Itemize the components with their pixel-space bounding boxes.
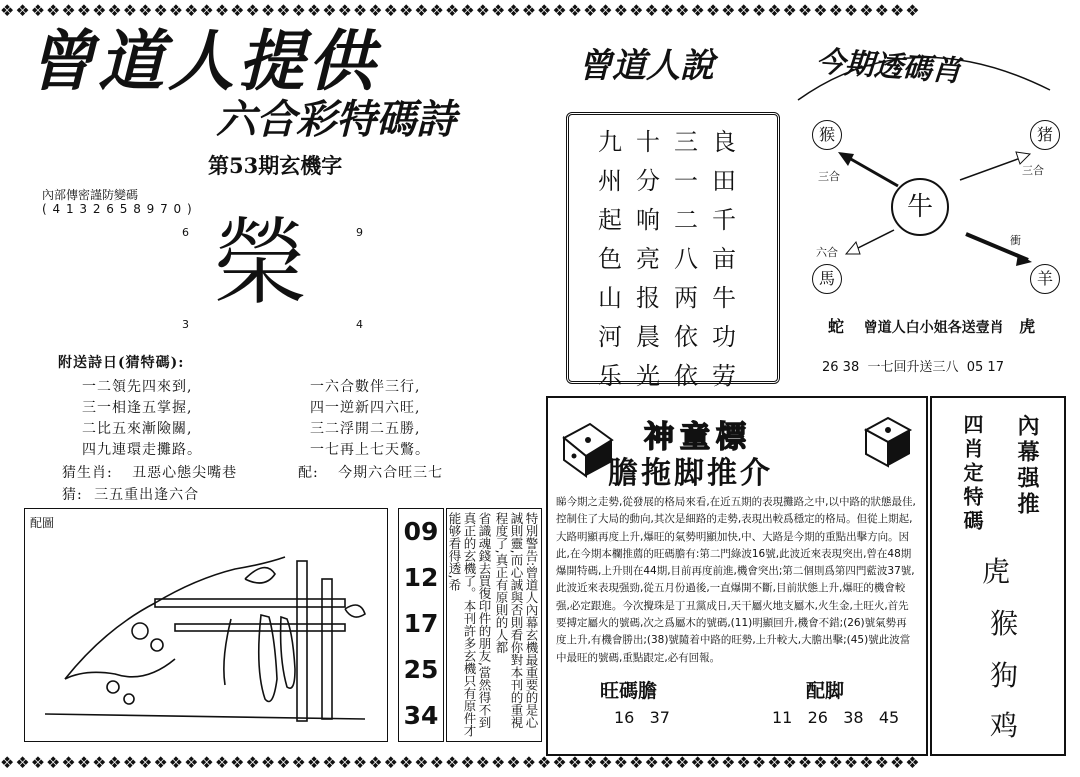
poem-line: 一六合數伴三行, <box>310 379 421 395</box>
sayings-grid <box>591 123 777 396</box>
guess-zodiac-row <box>62 462 237 482</box>
guess-text: 丑惡心態尖嘴巷 <box>132 465 238 481</box>
saying-char: 牛 <box>712 284 736 312</box>
pei-numbers: 11 26 38 45 <box>772 708 900 727</box>
extra-guess-row <box>62 484 199 504</box>
zodiac-pick: 虎 <box>982 555 1011 588</box>
poem-title: 附送詩日(猜特碼): <box>58 355 185 371</box>
saying-char: 千 <box>712 206 736 234</box>
saying-char: 报 <box>636 284 660 312</box>
zodiac-footer-mid: 曾道人白小姐各送壹肖 <box>863 320 1004 336</box>
saying-char: 色 <box>598 245 622 273</box>
saying-char: 十 <box>636 128 660 156</box>
zodiac-relation-label: 衝 <box>1010 234 1021 247</box>
panel-heading-col: 內幕强推 <box>1014 414 1040 518</box>
saying-char: 九 <box>598 128 622 156</box>
poem-line: 二比五來漸險關, <box>82 421 193 437</box>
saying-char: 劳 <box>712 362 736 390</box>
dice-icon <box>858 412 918 472</box>
saying-char: 两 <box>674 284 698 312</box>
corner-num-bl: 3 <box>182 318 189 331</box>
match-text: 今期六合旺三七 <box>338 465 444 481</box>
zodiac-node: 猴 <box>812 120 842 150</box>
saying-char: 分 <box>636 167 660 195</box>
sayings-title: 曾道人說 <box>578 46 714 86</box>
notice-col: 特別警告:曾道人內幕玄機最重要的是心誠則靈,而心誠與否則看你對本刊的重視程度了,真正有原則的人都 <box>494 512 539 729</box>
zodiac-pick: 狗 <box>990 659 1019 692</box>
top-border: ❖❖❖❖❖❖❖❖❖❖❖❖❖❖❖❖❖❖❖❖❖❖❖❖❖❖❖❖❖❖❖❖❖❖❖❖❖❖❖❖❖❖❖❖❖❖❖❖❖❖❖❖❖❖❖❖❖❖❖❖ <box>0 1 921 20</box>
saying-char: 一 <box>674 167 698 195</box>
number-cell: 09 <box>403 517 439 546</box>
poem-line: 三二浮開二五勝, <box>310 421 421 437</box>
poem-left-column <box>82 376 202 460</box>
main-title: 曾道人提供 <box>28 23 378 100</box>
secret-code: ( 4 1 3 2 6 5 8 9 7 0 ) <box>42 202 193 216</box>
pei-label: 配脚 <box>806 680 845 702</box>
saying-char: 响 <box>636 206 660 234</box>
zodiac-arc-title: 今期透碼肖 <box>814 43 962 89</box>
picture-box <box>24 508 388 742</box>
saying-char: 功 <box>712 323 736 351</box>
analysis-body: 睇今期之走勢,從發展的格局來看,在近五期的表現攤路之中,以中路的狀態最佳,控制住了大局的動向,其次是細路的走勢,表現出較爲穩定的格局。但從上期起,大路明顯再度上升,爆旺的氣勢明顯加快,中、大路是今期的重點出擊方向。因此,在今期本欄推薦的旺碼膽有:第二門綠波16號,此波近來表現突出,曾在48期爆開特碼,上升則在44期,目前再度前進,機會突出;第二個則爲第四門藍波37號,此波近來表現强勁,從五月份過後,一直爆開不斷,目前狀態上升,爆旺的機會較强,必定跟進。今次攪珠是丁丑黨成日,天干屬火地支屬木,火生金,土旺火,首先要搏定屬火的號碼,次之爲屬木的號碼,(11)明顯回升,機會不錯;(26)號氣勢再度上升,有機會勝出;(38)號隨着中路的旺勢,上升較大,大膽出擊;(45)號此波當中最旺的號碼,重點跟定,必有回報。 <box>556 496 916 664</box>
saying-char: 晨 <box>636 323 660 351</box>
saying-char: 起 <box>598 206 622 234</box>
zodiac-relation-label: 六合 <box>816 246 838 259</box>
number-cell: 34 <box>403 701 439 730</box>
saying-char: 依 <box>674 362 698 390</box>
saying-char: 八 <box>674 245 698 273</box>
zodiac-relation-label: 三合 <box>1022 164 1044 177</box>
poem-line: 一七再上七天鷩。 <box>310 442 430 458</box>
sayings-box <box>566 112 780 390</box>
guess-label: 猜生肖: <box>62 465 113 481</box>
zodiac-footer-left: 蛇 <box>828 317 845 336</box>
zodiac-pick: 猴 <box>990 607 1019 640</box>
panel-heading-col: 四肖定特碼 <box>960 414 984 534</box>
saying-char: 乐 <box>598 362 622 390</box>
zodiac-node: 羊 <box>1030 264 1060 294</box>
saying-char: 亮 <box>636 245 660 273</box>
saying-char: 二 <box>674 206 698 234</box>
match-row <box>298 462 443 482</box>
zodiac-node: 猪 <box>1030 120 1060 150</box>
saying-char: 河 <box>598 323 622 351</box>
analysis-banner: 神童標 <box>644 420 752 455</box>
saying-char: 光 <box>636 362 660 390</box>
extra-text: 三五重出逢六合 <box>94 487 200 503</box>
extra-label: 猜: <box>62 487 83 503</box>
vine-illustration <box>25 509 385 739</box>
zodiac-center: 牛 <box>891 178 949 236</box>
numbers-column <box>398 508 444 742</box>
match-label: 配: <box>298 465 319 481</box>
issue-label: 第53期玄機字 <box>208 153 343 178</box>
saying-char: 田 <box>712 167 736 195</box>
zodiac-bottom-line: 26 38 一七回升送三八 05 17 <box>822 360 1004 375</box>
analysis-title: 膽拖脚推介 <box>608 456 773 491</box>
saying-char: 三 <box>674 128 698 156</box>
saying-char: 州 <box>598 167 622 195</box>
number-cell: 12 <box>403 563 439 592</box>
wang-numbers: 16 37 <box>614 708 670 727</box>
secret-label: 內部傳密謹防變碼 <box>42 188 139 202</box>
subtitle: 六合彩特碼詩 <box>216 97 456 143</box>
analysis-panel <box>546 396 928 756</box>
zodiac-relation-label: 三合 <box>818 170 840 183</box>
poem-right-column <box>310 376 430 460</box>
zodiac-footer <box>828 314 1035 337</box>
saying-char: 依 <box>674 323 698 351</box>
picture-label: 配圖 <box>30 516 55 530</box>
poem-line: 四一逆新四六旺, <box>310 400 421 416</box>
zodiac-pick: 鸡 <box>990 709 1019 742</box>
zodiac-node: 馬 <box>812 264 842 294</box>
saying-char: 山 <box>598 284 622 312</box>
corner-num-br: 4 <box>356 318 363 331</box>
corner-num-tl: 6 <box>182 226 189 239</box>
number-cell: 25 <box>403 655 439 684</box>
poem-line: 一二領先四來到, <box>82 379 193 395</box>
zodiac-footer-right: 虎 <box>1019 317 1036 336</box>
poem-line: 四九連環走攤路。 <box>82 442 202 458</box>
mystery-character: 榮 <box>213 209 308 318</box>
wang-label: 旺碼膽 <box>600 680 658 702</box>
number-cell: 17 <box>403 609 439 638</box>
saying-char: 良 <box>712 128 736 156</box>
four-zodiac-panel <box>930 396 1066 756</box>
bottom-border: ❖❖❖❖❖❖❖❖❖❖❖❖❖❖❖❖❖❖❖❖❖❖❖❖❖❖❖❖❖❖❖❖❖❖❖❖❖❖❖❖❖❖❖❖❖❖❖❖❖❖❖❖❖❖❖❖❖❖❖❖ <box>0 753 921 772</box>
saying-char: 亩 <box>712 245 736 273</box>
warning-notice <box>446 508 542 742</box>
notice-col: 省識魂錢去買復印件的朋友,當然得不到真正的玄機了。本刊許多玄機只有原件才能够看得透,希 <box>447 512 492 737</box>
corner-num-tr: 9 <box>356 226 363 239</box>
poem-line: 三一相逢五掌握, <box>82 400 193 416</box>
